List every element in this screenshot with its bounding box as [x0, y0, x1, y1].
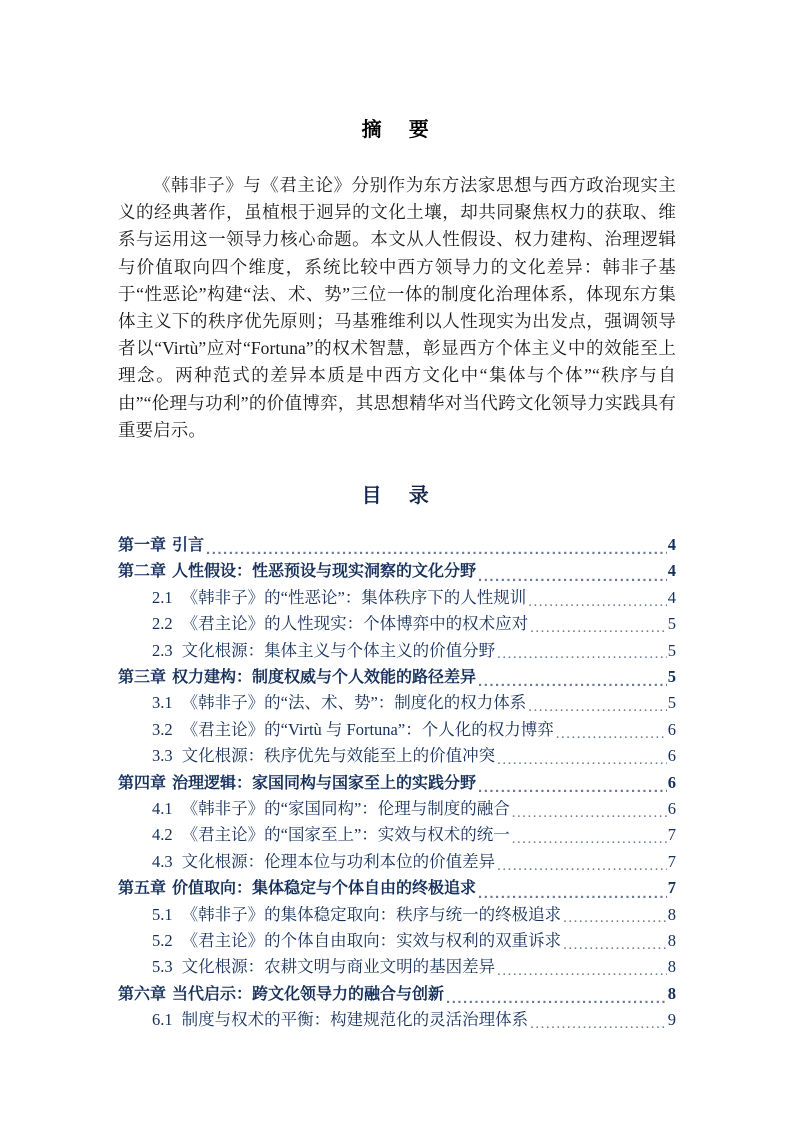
- toc-entry-title: 文化根源：秩序优先与效能至上的价值冲突: [181, 746, 496, 766]
- toc-leader-dots: [478, 674, 667, 690]
- toc-entry-title: 文化根源：集体主义与个体主义的价值分野: [181, 640, 496, 660]
- toc-leader-dots: [497, 753, 667, 770]
- toc-entry-title: 引言: [172, 537, 205, 555]
- toc-entry-page-number: 8: [667, 904, 676, 924]
- toc-entry[interactable]: [118, 954, 676, 980]
- toc-entry-page-number: 6: [667, 746, 676, 766]
- toc-leader-dots: [530, 621, 667, 638]
- toc-entry-page-number: 6: [667, 772, 676, 792]
- toc-entry[interactable]: [118, 981, 676, 1007]
- toc-entry-page-number: 5: [667, 666, 676, 686]
- toc-entry-title: 权力建构：制度权威与个人效能的路径差异: [172, 668, 477, 686]
- toc-entry[interactable]: [118, 743, 676, 769]
- toc-entry-title: 制度与权术的平衡：构建规范化的灵活治理体系: [181, 1010, 529, 1030]
- toc-entry-title: 人性假设：性恶预设与现实洞察的文化分野: [172, 563, 477, 581]
- toc-leader-dots: [512, 806, 667, 823]
- toc-leader-dots: [478, 886, 667, 902]
- toc-entry-number: 2.2: [152, 614, 173, 634]
- toc-entry-title: 文化根源：农耕文明与商业文明的基因差异: [181, 957, 496, 977]
- toc-leader-dots: [563, 938, 667, 955]
- toc-entry-number: 4.2: [152, 825, 173, 845]
- toc-entry-number: 3.1: [152, 693, 173, 713]
- toc-entry[interactable]: [118, 875, 676, 901]
- toc-entry-number: 第二章: [118, 563, 167, 581]
- toc-entry-page-number: 4: [667, 535, 676, 555]
- toc-entry[interactable]: [118, 638, 676, 664]
- toc-entry-title: 《君主论》的“Virtù 与 Fortuna”：个人化的权力博弈: [181, 719, 554, 739]
- toc-entry-number: 5.2: [152, 930, 173, 950]
- toc-entry[interactable]: [118, 690, 676, 716]
- toc-entry-page-number: 4: [667, 587, 676, 607]
- toc-entry-page-number: 5: [667, 614, 676, 634]
- toc-entry-page-number: 9: [667, 1010, 676, 1030]
- toc-entry[interactable]: [118, 849, 676, 875]
- toc-entry-title: 《君主论》的个体自由取向：实效与权利的双重诉求: [181, 930, 562, 950]
- toc-leader-dots: [478, 780, 667, 796]
- toc-leader-dots: [497, 964, 667, 981]
- toc-entry[interactable]: [118, 928, 676, 954]
- toc-entry-title: 《韩非子》的“性恶论”：集体秩序下的人性规训: [181, 587, 527, 607]
- toc-entry[interactable]: [118, 532, 676, 558]
- toc-entry-number: 第六章: [118, 985, 167, 1003]
- toc-entry-number: 4.1: [152, 798, 173, 818]
- toc-entry[interactable]: [118, 558, 676, 584]
- toc-entry-title: 《韩非子》的“法、术、势”：制度化的权力体系: [181, 693, 527, 713]
- toc-leader-dots: [497, 647, 667, 664]
- toc-entry-number: 2.3: [152, 640, 173, 660]
- toc-leader-dots: [528, 700, 666, 717]
- toc-entry-number: 4.3: [152, 851, 173, 871]
- toc-entry-title: 《君主论》的“国家至上”：实效与权术的统一: [181, 825, 510, 845]
- toc-entry-page-number: 8: [667, 983, 676, 1003]
- toc-entry-page-number: 6: [667, 719, 676, 739]
- toc-entry-title: 价值取向：集体稳定与个体自由的终极追求: [172, 880, 477, 898]
- toc-entry[interactable]: [118, 1007, 676, 1033]
- toc-leader-dots: [497, 859, 667, 876]
- toc-entry[interactable]: [118, 611, 676, 637]
- toc-entry-number: 5.1: [152, 904, 173, 924]
- toc-entry-page-number: 7: [667, 851, 676, 871]
- table-of-contents-list: [118, 508, 676, 1033]
- toc-leader-dots: [530, 1017, 667, 1034]
- toc-entry-number: 3.3: [152, 746, 173, 766]
- toc-entry-number: 3.2: [152, 719, 173, 739]
- toc-entry-title: 《韩非子》的集体稳定取向：秩序与统一的终极追求: [181, 904, 562, 924]
- toc-leader-dots: [512, 832, 667, 849]
- toc-entry[interactable]: [118, 664, 676, 690]
- toc-entry-title: 《韩非子》的“家国同构”：伦理与制度的融合: [181, 798, 510, 818]
- toc-entry[interactable]: [118, 822, 676, 848]
- toc-entry-number: 第四章: [118, 774, 167, 792]
- toc-entry[interactable]: [118, 717, 676, 743]
- toc-leader-dots: [528, 595, 666, 612]
- toc-entry-number: 第三章: [118, 668, 167, 686]
- toc-entry[interactable]: [118, 770, 676, 796]
- toc-entry-page-number: 8: [667, 930, 676, 950]
- toc-entry-number: 5.3: [152, 957, 173, 977]
- toc-entry-number: 2.1: [152, 587, 173, 607]
- toc-entry-title: 治理逻辑：家国同构与国家至上的实践分野: [172, 774, 477, 792]
- toc-entry-title: 《君主论》的人性现实：个体博弈中的权术应对: [181, 614, 529, 634]
- abstract-body-text: 《韩非子》与《君主论》分别作为东方法家思想与西方政治现实主义的经典著作，虽植根于迥异的文化土壤，却共同聚焦权力的获取、维系与运用这一领导力核心命题。本文从人性假设、权力建构、治理逻辑与价值取向四个维度，系统比较中西方领导力的文化差异：韩非子基于“性恶论”构建“法、术、势”三位一体的制度化治理体系，体现东方集体主义下的秩序优先原则；马基雅维利以人性现实为出发点，强调领导者以“Virtù”应对“Fortuna”的权术智慧，彰显西方个体主义中的效能至上理念。两种范式的差异本质是中西方文化中“集体与个体”“秩序与自由”“伦理与功利”的价值博弈，其思想精华对当代跨文化领导力实践具有重要启示。: [118, 175, 676, 440]
- toc-entry-number: 第一章: [118, 537, 167, 555]
- toc-entry[interactable]: [118, 796, 676, 822]
- toc-leader-dots: [446, 991, 667, 1007]
- table-of-contents-heading: 目 录: [361, 485, 433, 508]
- toc-entry-page-number: 8: [667, 957, 676, 977]
- toc-entry-title: 当代启示：跨文化领导力的融合与创新: [172, 985, 445, 1003]
- toc-entry-page-number: 7: [667, 825, 676, 845]
- toc-entry-number: 第五章: [118, 880, 167, 898]
- toc-entry-page-number: 5: [667, 640, 676, 660]
- page-content: [118, 0, 676, 1033]
- toc-entry-number: 6.1: [152, 1010, 173, 1030]
- toc-entry-page-number: 6: [667, 798, 676, 818]
- toc-entry[interactable]: [118, 585, 676, 611]
- toc-leader-dots: [206, 542, 667, 558]
- toc-entry-page-number: 4: [667, 561, 676, 581]
- toc-entry[interactable]: [118, 902, 676, 928]
- toc-entry-title: 文化根源：伦理本位与功利本位的价值差异: [181, 851, 496, 871]
- toc-entry-page-number: 5: [667, 693, 676, 713]
- toc-leader-dots: [478, 569, 667, 585]
- toc-entry-page-number: 7: [667, 878, 676, 898]
- toc-leader-dots: [563, 911, 667, 928]
- toc-leader-dots: [556, 727, 667, 744]
- abstract-heading: 摘 要: [361, 119, 433, 141]
